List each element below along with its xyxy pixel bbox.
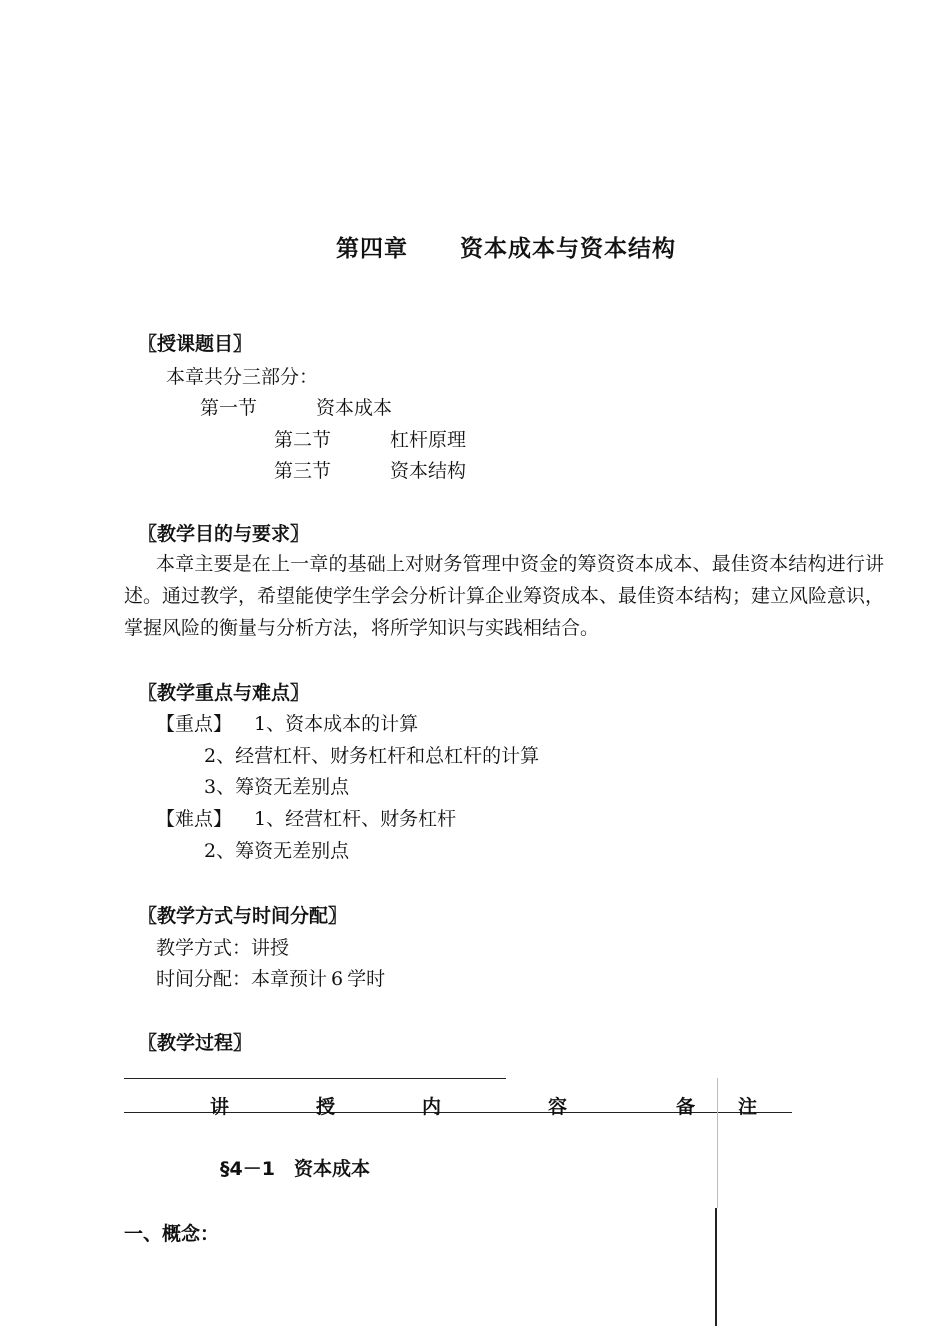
topics-intro: 本章共分三部分： [166,366,319,388]
table-header-cell: 注 [738,1096,758,1118]
topics-heading: 〖授课题目〗 [138,333,253,355]
difficulty-item: 1、经营杠杆、财务杠杆 [254,808,457,830]
time-suffix: 学时 [347,968,386,990]
focus-item: 1、资本成本的计算 [254,713,419,735]
time-value: 6 [331,968,344,990]
section-title: §4－1 资本成本 [220,1158,370,1180]
methods-heading: 〖教学方式与时间分配〗 [138,905,348,927]
section-number: 第三节 [274,460,332,482]
time-allocation [156,964,385,991]
table-column-divider-dark [715,1208,717,1326]
table-header-cell: 备 [676,1096,696,1118]
objectives-paragraph: 本章主要是在上一章的基础上对财务管理中资金的筹资资本成本、最佳资本结构进行讲述。通过教学，希望能使学生学会分析计算企业筹资成本、最佳资本结构；建立风险意识，掌握风险的衡量与分析方法，将所学知识与实践相结合。 [124,553,885,639]
section-number: 第二节 [274,429,332,451]
table-column-divider [717,1078,718,1208]
focus-item: 3、筹资无差别点 [204,776,350,798]
focus-item: 2、经营杠杆、财务杠杆和总杠杆的计算 [204,745,540,767]
focus-label: 【重点】 [156,713,233,735]
concept-heading: 一、概念： [124,1223,220,1245]
chapter-title [336,230,676,263]
time-prefix: 时间分配：本章预计 [156,968,328,990]
process-heading: 〖教学过程〗 [138,1032,253,1054]
difficulty-item: 2、筹资无差别点 [204,840,350,862]
section-name: 资本结构 [390,460,467,482]
section-name: 杠杆原理 [390,429,467,451]
table-header-cell: 讲 [210,1096,230,1118]
objectives-heading: 〖教学目的与要求〗 [138,523,310,545]
teaching-method: 教学方式：讲授 [156,937,290,959]
chapter-name: 资本成本与资本结构 [460,236,677,262]
table-top-rule [124,1078,506,1079]
chapter-number: 第四章 [336,236,408,262]
table-header-cell: 授 [316,1096,336,1118]
difficulty-label: 【难点】 [156,808,233,830]
table-header-cell: 容 [548,1096,568,1118]
table-header-cell: 内 [422,1096,442,1118]
section-name: 资本成本 [316,397,393,419]
section-number: 第一节 [200,397,258,419]
keypoints-heading: 〖教学重点与难点〗 [138,682,310,704]
